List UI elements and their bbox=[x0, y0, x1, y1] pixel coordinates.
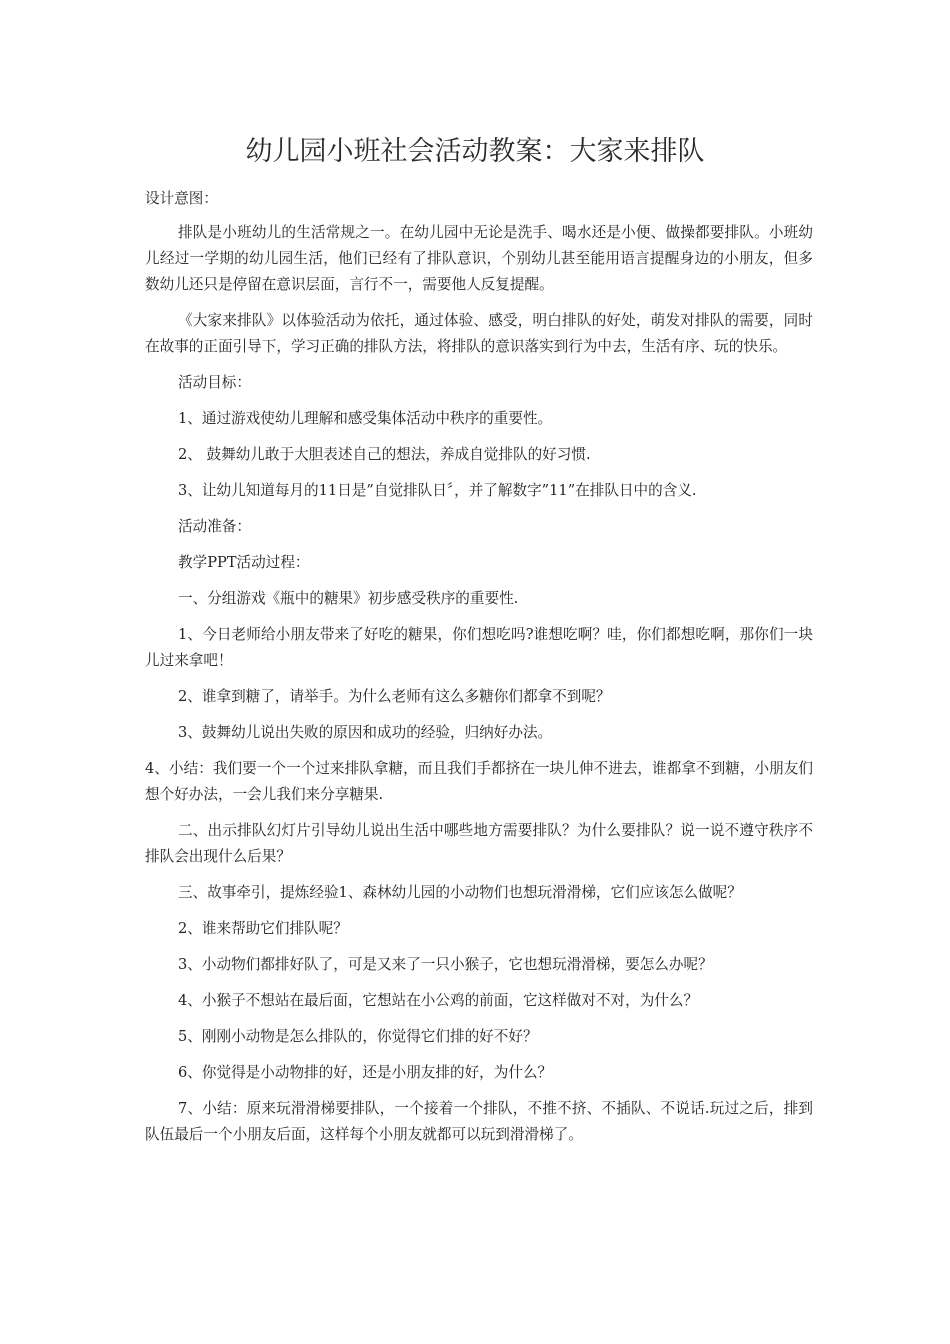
objective-item-1: 1、通过游戏使幼儿理解和感受集体活动中秩序的重要性。 bbox=[178, 410, 553, 427]
section-heading-preparation: 活动准备： bbox=[178, 518, 251, 535]
process-step-3-4: 4、小猴子不想站在最后面，它想站在小公鸡的前面，它这样做对不对，为什么？ bbox=[178, 992, 699, 1009]
process-step-1-2: 2、谁拿到糖了，请举手。为什么老师有这么多糖你们都拿不到呢？ bbox=[178, 688, 611, 705]
page-title: 幼儿园小班社会活动教案：大家来排队 bbox=[245, 136, 705, 167]
process-step-3-7: 7、小结：原来玩滑滑梯要排队，一个接着一个排队，不推不挤、不插队、不说话.玩过之后，排到队伍最后一个小朋友后面，这样每个小朋友就都可以玩到滑滑梯了。 bbox=[145, 1100, 813, 1143]
process-step-3-5: 5、刚刚小动物是怎么排队的，你觉得它们排的好不好？ bbox=[178, 1028, 538, 1045]
process-step-1-1: 1、今日老师给小朋友带来了好吃的糖果，你们想吃吗?谁想吃啊？哇，你们都想吃啊，那你们一块儿过来拿吧！ bbox=[145, 626, 813, 669]
process-part-3-step-1: 三、故事牵引，提炼经验1、森林幼儿园的小动物们也想玩滑滑梯，它们应该怎么做呢？ bbox=[178, 884, 742, 901]
process-step-3-2: 2、谁来帮助它们排队呢？ bbox=[178, 920, 348, 937]
process-step-3-6: 6、你觉得是小动物排的好，还是小朋友排的好，为什么？ bbox=[178, 1064, 553, 1081]
process-part-1-heading: 一、分组游戏《瓶中的糖果》初步感受秩序的重要性. bbox=[178, 590, 519, 607]
objective-item-3: 3、让幼儿知道每月的11日是”自觉排队日〞，并了解数字”11”在排队日中的含义. bbox=[178, 482, 697, 499]
process-step-1-4: 4、小结：我们要一个一个过来排队拿糖，而且我们手都挤在一块儿伸不进去，谁都拿不到糖，小朋友们想个好办法，一会儿我们来分享糖果. bbox=[145, 760, 813, 803]
process-step-3-3: 3、小动物们都排好队了，可是又来了一只小猴子，它也想玩滑滑梯，要怎么办呢？ bbox=[178, 956, 713, 973]
objective-item-2: 2、 鼓舞幼儿敢于大胆表述自己的想法，养成自觉排队的好习惯. bbox=[178, 446, 591, 463]
section-heading-process: 教学PPT活动过程： bbox=[178, 554, 310, 571]
section-heading-objectives: 活动目标： bbox=[178, 374, 251, 391]
process-step-1-3: 3、鼓舞幼儿说出失败的原因和成功的经验，归纳好办法。 bbox=[178, 724, 553, 741]
process-part-2: 二、出示排队幻灯片引导幼儿说出生活中哪些地方需要排队？为什么要排队？说一说不遵守秩序不排队会出现什么后果？ bbox=[145, 822, 813, 865]
section-heading-design-intent: 设计意图： bbox=[145, 190, 218, 207]
paragraph-intent-1: 排队是小班幼儿的生活常规之一。在幼儿园中无论是洗手、喝水还是小便、做操都要排队。小班幼儿经过一学期的幼儿园生活，他们已经有了排队意识，个别幼儿甚至能用语言提醒身边的小朋友，但多数幼儿还只是停留在意识层面，言行不一，需要他人反复提醒。 bbox=[145, 224, 813, 293]
document-body bbox=[145, 186, 813, 1158]
paragraph-intent-2: 《大家来排队》以体验活动为依托，通过体验、感受，明白排队的好处，萌发对排队的需要，同时在故事的正面引导下，学习正确的排队方法，将排队的意识落实到行为中去，生活有序、玩的快乐。 bbox=[145, 312, 813, 355]
